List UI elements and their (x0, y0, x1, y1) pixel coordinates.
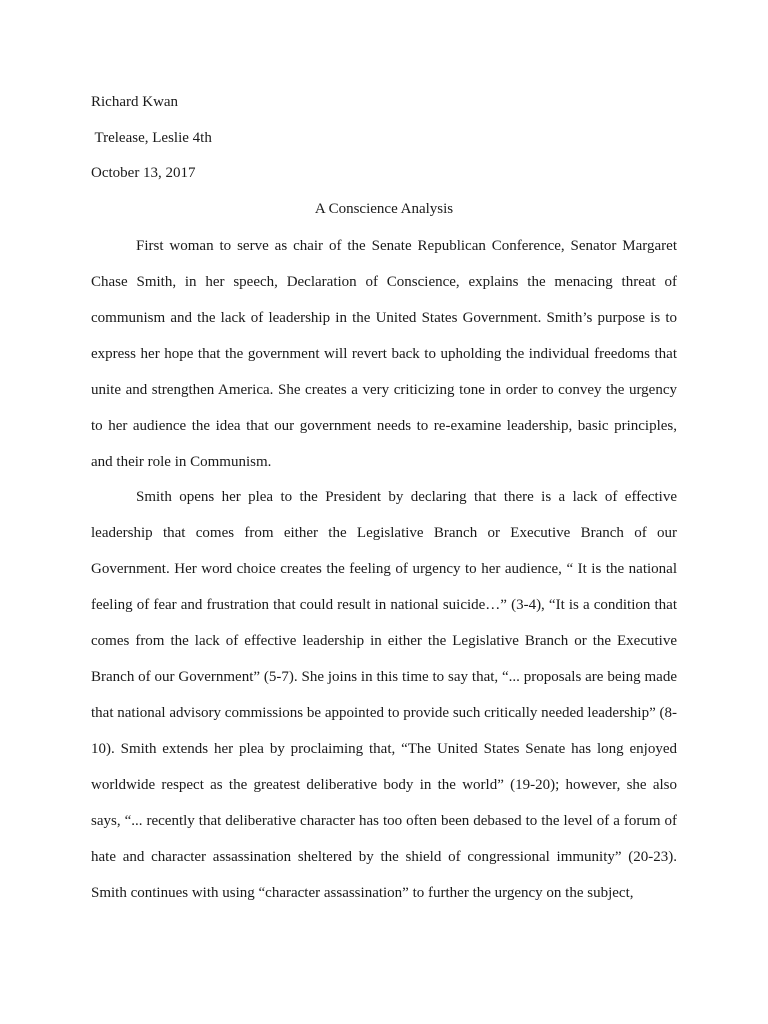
body-paragraph-2-block (91, 479, 677, 911)
author-name: Richard Kwan (91, 94, 179, 110)
body-paragraph: Smith opens her plea to the President by declaring that there is a lack of effective leadership that comes from either the Legislative Branch or Executive Branch of our Government. Her word choice creates the feeling of urgency to her audience, “ It is the national feeling of fear and frustration that could result in national suicide…” (3-4), “It is a condition that comes from the lack of effective leadership in either the Legislative Branch or the Executive Branch of our Government” (5-7). She joins in this time to say that, “... proposals are being made that national advisory commissions be appointed to provide such critically needed leadership” (8-10). Smith extends her plea by proclaiming that, “The United States Senate has long enjoyed worldwide respect as the greatest deliberative body in the world” (19-20); however, she also says, “... recently that deliberative character has too often been debased to the level of a forum of hate and character assassination sheltered by the shield of congressional immunity” (20-23). Smith continues with using “character assassination” to further the urgency on the subject, (91, 489, 677, 901)
body-paragraph-1-block (91, 228, 677, 480)
document-date: October 13, 2017 (91, 165, 196, 181)
body-paragraph: First woman to serve as chair of the Senate Republican Conference, Senator Margaret Chase Smith, in her speech, Declaration of Conscience, explains the menacing threat of communism and the lack of leadership in the United States Government. Smith’s purpose is to express her hope that the government will revert back to upholding the individual freedoms that unite and strengthen America. She creates a very criticizing tone in order to convey the urgency to her audience the idea that our government needs to re-examine leadership, basic principles, and their role in Communism. (91, 238, 677, 470)
teacher-period: Trelease, Leslie 4th (91, 130, 212, 146)
essay-title: A Conscience Analysis (314, 201, 454, 217)
